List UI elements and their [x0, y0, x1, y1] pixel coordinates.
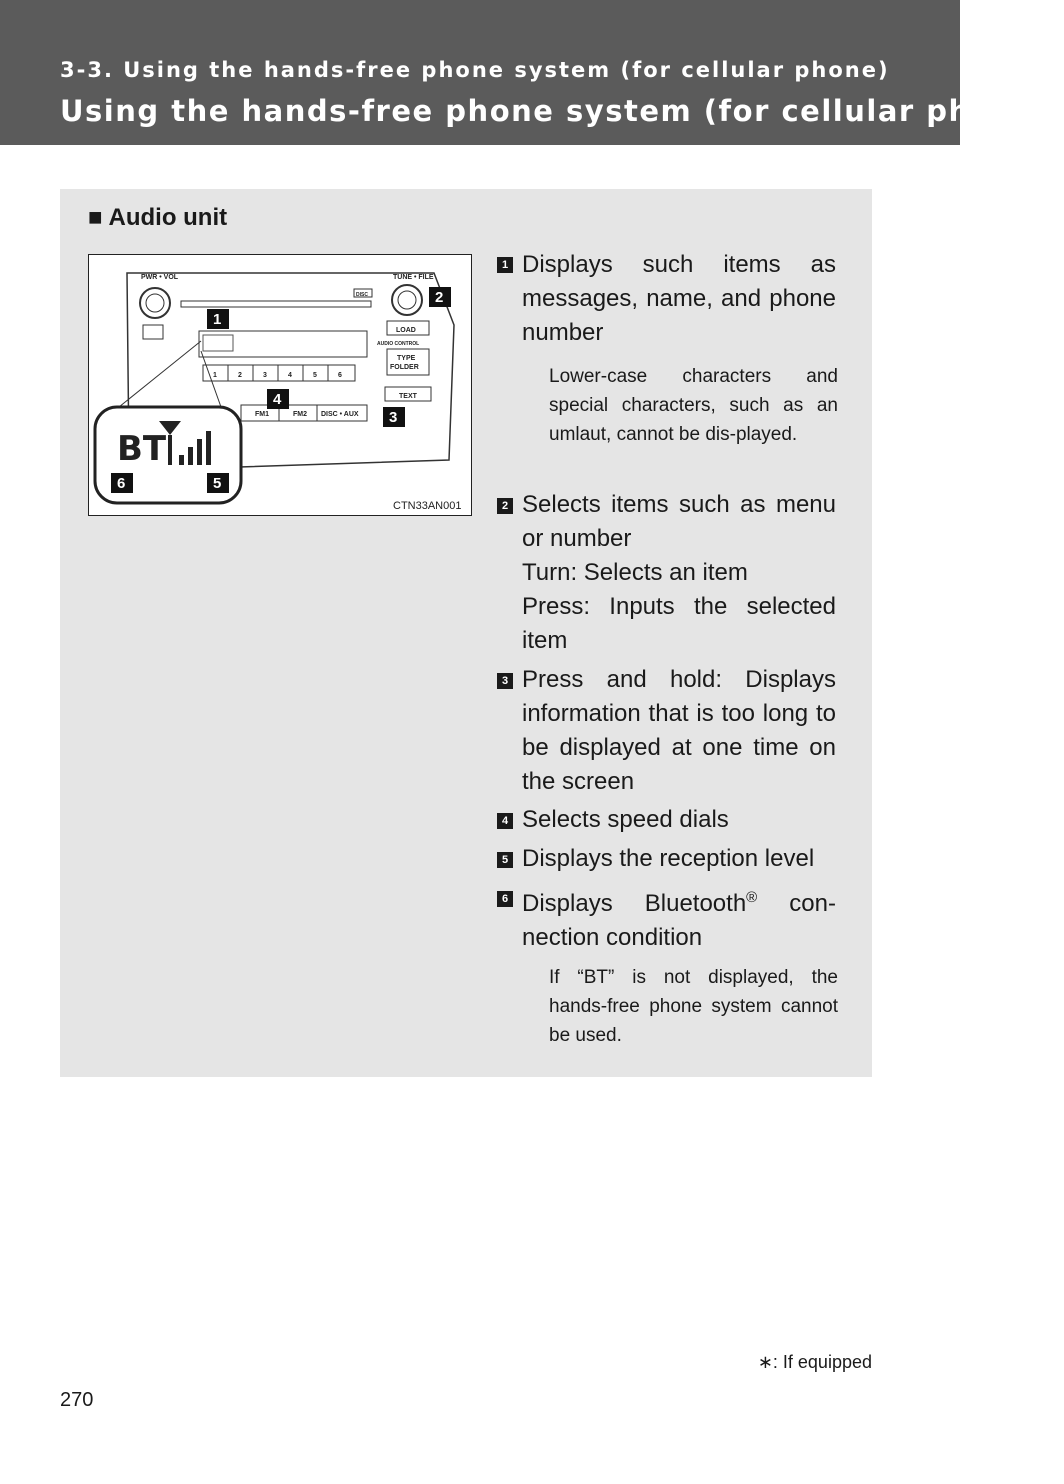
- fm2-label: FM2: [293, 411, 307, 418]
- section-heading-text: Audio unit: [108, 204, 228, 231]
- pwr-vol-label: PWR • VOL: [141, 274, 179, 281]
- page-title: [60, 89, 1064, 128]
- item-6-text: [522, 881, 836, 955]
- audio-unit-illustration: [88, 254, 472, 516]
- item-2-line-2: Turn: Selects an item: [522, 559, 748, 586]
- section-breadcrumb: 3-3. Using the hands-free phone system (for cellular phone): [60, 58, 890, 82]
- disc-aux-label: DISC • AUX: [321, 411, 359, 418]
- item-2-badge: 2: [497, 498, 513, 514]
- tune-file-label: TUNE • FILE: [393, 274, 434, 281]
- callout-5: 5: [213, 475, 222, 492]
- audio-control-label: AUDIO CONTROL: [377, 341, 420, 347]
- section-heading: [88, 204, 227, 232]
- section-marker: ■: [88, 204, 103, 231]
- item-2-text: [522, 488, 836, 658]
- registered-mark: ®: [746, 889, 758, 906]
- callout-6: 6: [117, 475, 126, 492]
- preset-2-label: 2: [238, 372, 242, 379]
- preset-1-label: 1: [213, 372, 217, 379]
- preset-6-label: 6: [338, 372, 342, 379]
- item-5-text: Displays the reception level: [522, 845, 815, 872]
- page-title-text: Using the hands-free phone system (for cellular phone): [60, 94, 1051, 128]
- item-3-badge: 3: [497, 673, 513, 689]
- footnote: ∗: If equipped: [757, 1352, 872, 1372]
- item-3-text: Press and hold: Displays information that is too long to be displayed at one time on the screen: [522, 666, 836, 795]
- note-bt-required: If “BT” is not displayed, the hands-free phone system cannot be used.: [549, 967, 838, 1046]
- item-6-text-before: Displays Bluetooth: [522, 890, 747, 917]
- item-4-text: Selects speed dials: [522, 806, 729, 833]
- item-6-badge: 6: [497, 891, 513, 907]
- page-number: 270: [60, 1389, 94, 1411]
- figure-code: CTN33AN001: [393, 500, 462, 512]
- preset-3-label: 3: [263, 372, 267, 379]
- item-1-badge: 1: [497, 257, 513, 273]
- load-label: LOAD: [396, 327, 416, 334]
- text-label: TEXT: [399, 393, 417, 400]
- callout-1: 1: [213, 311, 222, 328]
- audio-unit-drawing: [89, 255, 471, 515]
- item-6-text-after: con-nection condition: [522, 890, 836, 951]
- item-2-line-1: Selects items such as menu or number: [522, 491, 836, 552]
- if-equipped-mark: *: [1054, 89, 1064, 109]
- disc-label: DISC: [356, 292, 368, 298]
- preset-5-label: 5: [313, 372, 317, 379]
- item-4-badge: 4: [497, 813, 513, 829]
- note-display-limits: Lower-case characters and special characters, such as an umlaut, cannot be dis-played.: [549, 366, 838, 445]
- chapter-header: [0, 0, 1064, 145]
- preset-4-label: 4: [288, 372, 292, 379]
- callout-2: 2: [435, 289, 444, 306]
- item-2-line-3: Press: Inputs the selected item: [522, 593, 836, 654]
- bt-symbol: BT: [117, 429, 167, 469]
- item-1-text: Displays such items as messages, name, and phone number: [522, 251, 836, 346]
- folder-label: FOLDER: [390, 364, 419, 371]
- item-5-badge: 5: [497, 852, 513, 868]
- callout-4: 4: [273, 391, 282, 408]
- type-label: TYPE: [397, 355, 416, 362]
- fm1-label: FM1: [255, 411, 269, 418]
- callout-3: 3: [389, 409, 398, 426]
